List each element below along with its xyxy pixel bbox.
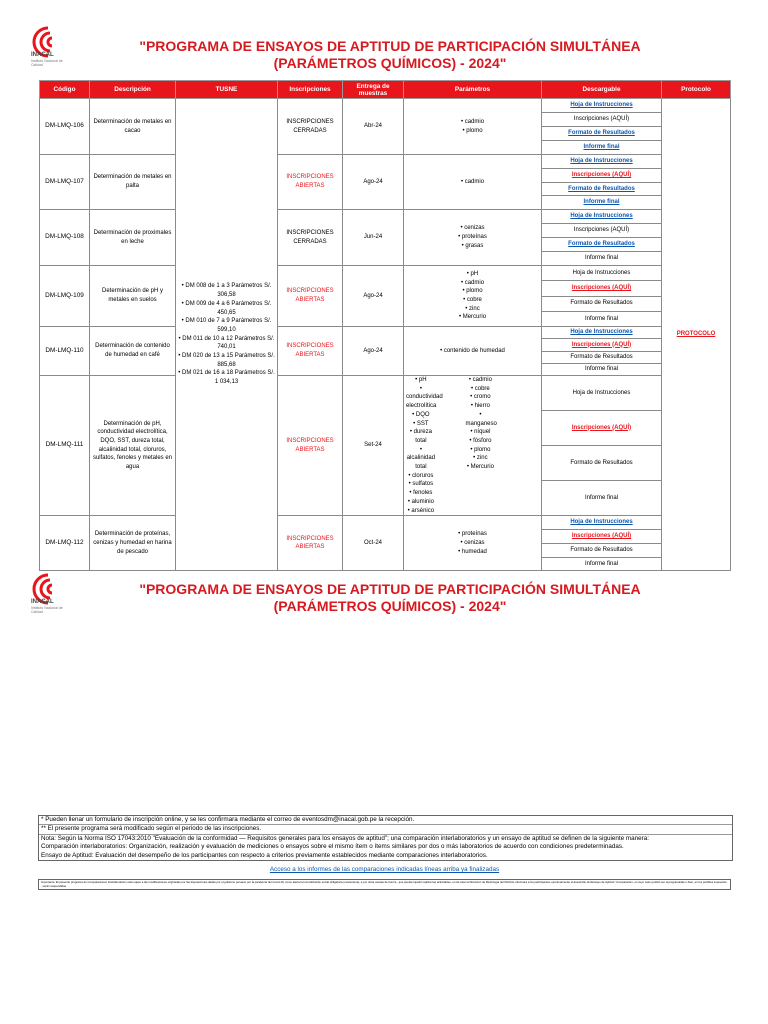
parametro-item: • cenizas	[460, 539, 485, 546]
title-line-2: (PARÁMETROS QUÍMICOS) - 2024"	[273, 598, 507, 614]
parametro-item: • humedad	[458, 548, 487, 555]
inscripciones-status: INSCRIPCIONES ABIERTAS	[278, 327, 343, 376]
header-parametros: Parámetros	[404, 81, 542, 99]
parametro-item: • proteínas	[458, 531, 487, 538]
codigo-cell: DM-LMQ-107	[40, 155, 90, 210]
inscripciones-status: INSCRIPCIONES CERRADAS	[278, 99, 343, 155]
tusne-line: • DM 011 de 10 a 12 Parámetros S/. 740,01	[178, 335, 275, 351]
entrega-cell: Jun-24	[343, 210, 404, 266]
entrega-cell: Set-24	[343, 376, 404, 516]
parametro-item: • cadmio	[460, 118, 485, 125]
parametro-item: • hierro	[470, 403, 490, 410]
inscripciones-link[interactable]: Inscripciones (AQUÍ)	[542, 411, 662, 446]
note-3: Nota: Según la Norma ISO 17043:2010 "Evaluación de la conformidad — Requisitos generales para los ensayos de aptitud"; una comparación interlaboratorios y un ensayo de aptitud se definen de la siguiente manera:	[41, 834, 649, 842]
table-header-row	[40, 81, 731, 99]
tusne-line: • DM 020 de 13 a 15 Parámetros S/. 885,68	[178, 353, 275, 368]
parametro-item: • zinc	[465, 305, 480, 312]
header-entrega: Entrega de muestras	[343, 81, 404, 99]
table-row	[40, 327, 731, 339]
parametro-item: • fenoles	[409, 490, 433, 497]
hoja-instrucciones-link[interactable]: Hoja de Instrucciones	[542, 266, 662, 281]
parametro-item: • níquel	[470, 429, 491, 436]
hoja-instrucciones-link[interactable]: Hoja de Instrucciones	[542, 327, 662, 339]
informe-final-link[interactable]: Informe final	[542, 363, 662, 375]
parametros-cell	[404, 376, 542, 516]
page-title-2	[110, 581, 670, 615]
formato-resultados-link[interactable]: Formato de Resultados	[542, 238, 662, 252]
header-descargable: Descargable	[542, 81, 662, 99]
notes-box	[38, 815, 733, 861]
parametro-item: • alcalinidad total	[406, 446, 436, 471]
parametros-cell	[404, 516, 542, 571]
table-row	[40, 516, 731, 530]
parametro-item: • pH	[466, 270, 479, 277]
table-row	[40, 210, 731, 224]
codigo-cell: DM-LMQ-112	[40, 516, 90, 571]
parametro-item: • SST	[413, 420, 429, 427]
title-line-2: (PARÁMETROS QUÍMICOS) - 2024"	[273, 55, 507, 71]
tusne-cell	[176, 99, 278, 571]
parametro-item: • plomo	[470, 446, 491, 453]
hoja-instrucciones-link[interactable]: Hoja de Instrucciones	[542, 155, 662, 169]
codigo-cell: DM-LMQ-109	[40, 266, 90, 327]
parametro-item: • pH	[415, 377, 427, 383]
inscripciones-link[interactable]: Inscripciones (AQUÍ)	[542, 530, 662, 544]
entrega-cell: Ago-24	[343, 266, 404, 327]
parametro-item: • cobre	[463, 297, 482, 303]
formato-resultados-link[interactable]: Formato de Resultados	[542, 296, 662, 311]
entrega-cell: Abr-24	[343, 99, 404, 155]
descripcion-cell: Determinación de metales en cacao	[90, 99, 176, 155]
tusne-line: • DM 010 de 7 a 9 Parámetros S/. 599,10	[181, 318, 272, 333]
entrega-cell: Ago-24	[343, 155, 404, 210]
note-1: * Pueden llenar un formulario de inscripción online, y se les confirmara mediante el correo de eventosdm@inacal.gob.pe la recepción.	[39, 816, 732, 825]
formato-resultados-link[interactable]: Formato de Resultados	[542, 446, 662, 481]
parametro-item: • zinc	[473, 455, 488, 462]
formato-resultados-link[interactable]: Formato de Resultados	[542, 543, 662, 557]
logo-name: INACAL	[31, 599, 54, 605]
header-inscripciones: Inscripciones	[278, 81, 343, 99]
informe-final-link[interactable]: Informe final	[542, 196, 662, 210]
descripcion-cell: Determinación de metales en palta	[90, 155, 176, 210]
note-5: Ensayo de Aptitud: Evaluación del desempeño de los participantes con respecto a criterios previamente establecidos mediante comparaciones interlaboratorios.	[41, 851, 488, 859]
parametro-item: • fósforo	[469, 437, 492, 444]
acceso-informes-link[interactable]: Acceso a los informes de las comparaciones indicadas líneas arriba ya finalizadas	[269, 866, 500, 873]
note-definitions	[39, 835, 732, 860]
parametros-cell	[404, 155, 542, 210]
codigo-cell: DM-LMQ-106	[40, 99, 90, 155]
logo-subtitle: Instituto Nacional de Calidad	[31, 606, 63, 614]
inscripciones-status: INSCRIPCIONES ABIERTAS	[278, 376, 343, 516]
inscripciones-status: INSCRIPCIONES ABIERTAS	[278, 266, 343, 327]
tusne-line: • DM 021 de 16 a 18 Parámetros S/. 1 034,13	[178, 370, 275, 386]
descripcion-cell: Determinación de proximales en leche	[90, 210, 176, 266]
informe-final-link[interactable]: Informe final	[542, 252, 662, 266]
table-row	[40, 99, 731, 113]
formato-resultados-link[interactable]: Formato de Resultados	[542, 127, 662, 141]
table-row	[40, 376, 731, 411]
parametro-item: • cadmio	[468, 377, 492, 383]
parametros-cell	[404, 266, 542, 327]
descripcion-cell: Determinación de pH, conductividad electrolítica, DQO, SST, dureza total, alcalinidad total, cloruros, sulfatos, fenoles y metales en agua	[90, 376, 176, 516]
parametro-item: • DQO	[412, 411, 430, 418]
title-line-1: "PROGRAMA DE ENSAYOS DE APTITUD DE PARTICIPACIÓN SIMULTÁNEA	[139, 581, 641, 597]
program-table	[39, 80, 731, 571]
tusne-line: • DM 008 de 1 a 3 Parámetros S/. 306,58	[181, 283, 272, 299]
table-row	[40, 266, 731, 281]
header-codigo: Código	[40, 81, 90, 99]
parametro-item: • cobre	[470, 385, 490, 392]
parametros-cell	[404, 210, 542, 266]
protocolo-link[interactable]: PROTOCOLO	[662, 99, 731, 571]
informe-final-link[interactable]: Informe final	[542, 557, 662, 571]
header-descripcion: Descripción	[90, 81, 176, 99]
hoja-instrucciones-link[interactable]: Hoja de Instrucciones	[542, 99, 662, 113]
descripcion-cell: Determinación de contenido de humedad en café	[90, 327, 176, 376]
note-4: Comparación interlaboratorios: Organización, realización y evaluación de mediciones o ensayos sobre el mismo ítem o ítems similares por dos o más laboratorios de acuerdo con condiciones predeterminadas.	[41, 843, 624, 851]
descripcion-cell: Determinación de proteínas, cenizas y humedad en harina de pescado	[90, 516, 176, 571]
informe-final-link[interactable]: Informe final	[542, 481, 662, 516]
codigo-cell: DM-LMQ-110	[40, 327, 90, 376]
inscripciones-link[interactable]: Inscripciones (AQUÍ)	[542, 281, 662, 296]
parametro-item: • manganeso	[465, 411, 497, 427]
inscripciones-status: INSCRIPCIONES CERRADAS	[278, 210, 343, 266]
parametro-item: • proteínas	[458, 234, 487, 241]
parametro-item: • plomo	[462, 127, 483, 134]
parametros-col-2	[466, 376, 526, 515]
parametro-item: • sulfatos	[408, 481, 434, 488]
parametro-item: • grasas	[461, 242, 484, 249]
hoja-instrucciones-link[interactable]: Hoja de Instrucciones	[542, 210, 662, 224]
parametro-item: • aluminio	[407, 498, 434, 505]
parametros-col-1	[406, 376, 466, 515]
inscripciones-status: INSCRIPCIONES ABIERTAS	[278, 516, 343, 571]
page-title	[110, 38, 670, 72]
parametro-item: • arsénico	[407, 507, 435, 514]
informe-final-link[interactable]: Informe final	[542, 141, 662, 155]
parametro-item: • cenizas	[460, 225, 485, 232]
parametro-item: • dureza total	[409, 429, 432, 444]
parametro-item: • cloruros	[408, 472, 434, 479]
parametro-item: • plomo	[462, 288, 483, 295]
parametro-item: • contenido de humedad	[440, 347, 505, 354]
parametro-item: • cadmio	[460, 178, 485, 185]
hoja-instrucciones-link[interactable]: Hoja de Instrucciones	[542, 516, 662, 530]
formato-resultados-link[interactable]: Formato de Resultados	[542, 351, 662, 363]
parametro-item: • conductividad electrolítica	[406, 385, 443, 410]
logo-name: INACAL	[31, 52, 54, 58]
inscripciones-link[interactable]: Inscripciones (AQUÍ)	[542, 168, 662, 182]
entrega-cell: Oct-24	[343, 516, 404, 571]
header-protocolo: Protocolo	[662, 81, 731, 99]
parametro-item: • cadmio	[460, 279, 485, 286]
tusne-line: • DM 009 de 4 a 6 Parámetros S/. 450,65	[181, 300, 272, 316]
hoja-instrucciones-link[interactable]: Hoja de Instrucciones	[542, 376, 662, 411]
parametros-cell	[404, 99, 542, 155]
inscripciones-status: INSCRIPCIONES ABIERTAS	[278, 155, 343, 210]
title-line-1: "PROGRAMA DE ENSAYOS DE APTITUD DE PARTICIPACIÓN SIMULTÁNEA	[139, 38, 641, 54]
header-tusne: TUSNE	[176, 81, 278, 99]
codigo-cell: DM-LMQ-108	[40, 210, 90, 266]
disclaimer: Importante: El presente programa de Comparaciones Interlaboratorio está sujeto a las modificaciones originadas por las disposiciones dadas por el gobierno peruano por la pandemia del Covid-19, como alerta la Inmovilización social obligatoria (cuarentena), a por otras causas de fuerza , que pueda impedir realizar las actividades, en tal caso la Dirección de Metrología del INACAL informará a los participantes oportunamente el desarrollo del Ensayo de Aptitud / Comparación, en cuyo caso podrán ser reprogramadas o bien, en los posibles supuestos , serán suspendidas.	[38, 879, 731, 890]
informe-final-link[interactable]: Informe final	[542, 311, 662, 326]
parametro-item: • Mercurio	[466, 464, 494, 471]
inscripciones-link[interactable]: Inscripciones (AQUÍ)	[542, 224, 662, 238]
parametros-cell	[404, 327, 542, 376]
logo-subtitle: Instituto Nacional de Calidad	[31, 59, 63, 67]
entrega-cell: Ago-24	[343, 327, 404, 376]
table-body	[40, 99, 731, 571]
note-2: ** El presente programa será modificado según el periodo de las inscripciones.	[39, 825, 732, 834]
inscripciones-link[interactable]: Inscripciones (AQUÍ)	[542, 339, 662, 351]
codigo-cell: DM-LMQ-111	[40, 376, 90, 516]
table-row	[40, 155, 731, 169]
parametro-item: • cromo	[470, 394, 491, 401]
inscripciones-link[interactable]: Inscripciones (AQUÍ)	[542, 113, 662, 127]
parametros-columns	[406, 376, 539, 515]
descripcion-cell: Determinación de pH y metales en suelos	[90, 266, 176, 327]
parametro-item: • Mercurio	[458, 314, 487, 321]
formato-resultados-link[interactable]: Formato de Resultados	[542, 182, 662, 196]
